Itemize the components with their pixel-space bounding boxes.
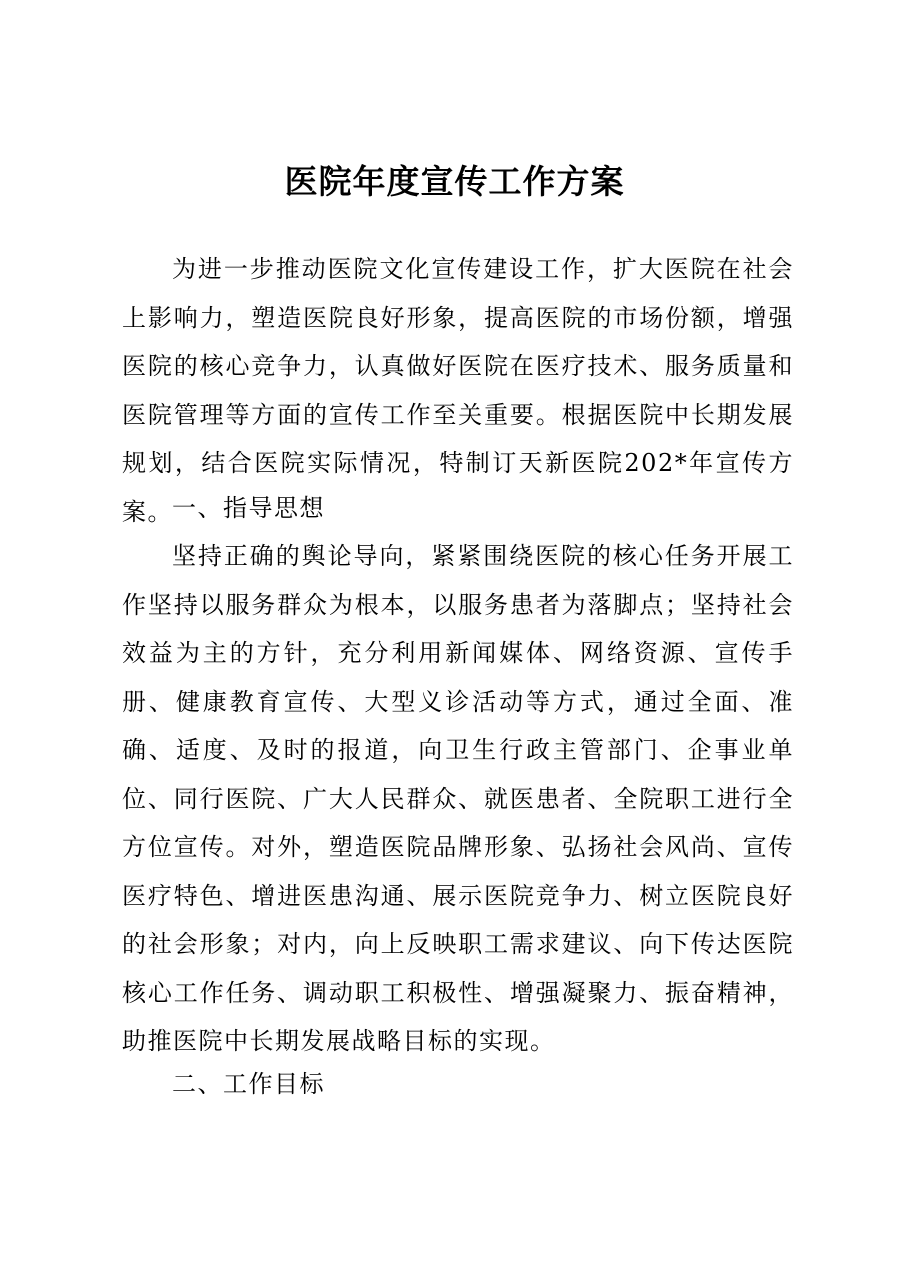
intro-paragraph: 为进一步推动医院文化宣传建设工作，扩大医院在社会上影响力，塑造医院良好形象，提高医院的市场份额，增强医院的核心竞争力，认真做好医院在医疗技术、服务质量和医院管理等方面的宣传工作至关重要。根据医院中长期发展规划，结合医院实际情况，特制订天新医院202*年宣传方案。 — [122, 255, 794, 526]
section-heading-work-goals: 二、工作目标 — [172, 1070, 325, 1098]
document-title: 医院年度宣传工作方案 — [284, 162, 625, 201]
guiding-ideology-paragraph: 坚持正确的舆论导向，紧紧围绕医院的核心任务开展工作坚持以服务群众为根本，以服务患者为落脚点；坚持社会效益为主的方针，充分利用新闻媒体、网络资源、宣传手册、健康教育宣传、大型义诊活动等方式，通过全面、准确、适度、及时的报道，向卫生行政主管部门、企事业单位、同行医院、广大人民群众、就医患者、全院职工进行全方位宣传。对外，塑造医院品牌形象、弘扬社会风尚、宣传医疗特色、增进医患沟通、展示医院竞争力、树立医院良好的社会形象；对内，向上反映职工需求建议、向下传达医院核心工作任务、调动职工积极性、增强凝聚力、振奋精神，助推医院中长期发展战略目标的实现。 — [122, 542, 794, 1055]
section-heading-guiding-ideology: 一、指导思想 — [172, 494, 325, 522]
